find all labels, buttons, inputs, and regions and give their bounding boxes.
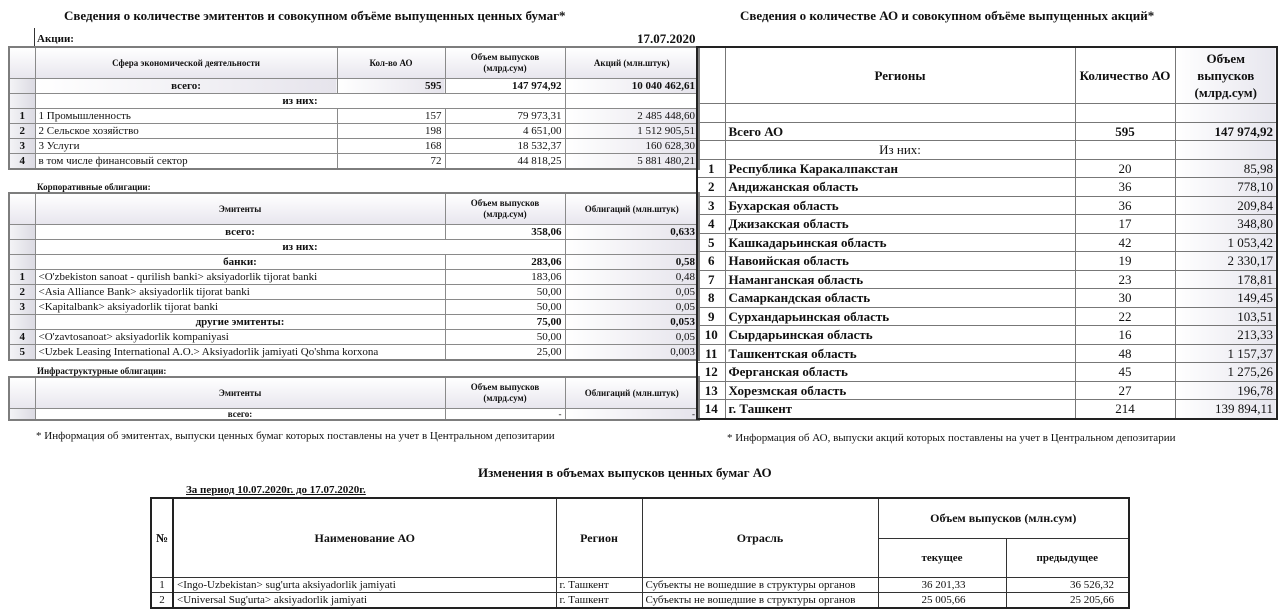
row-index bbox=[9, 240, 35, 255]
header-current: текущее bbox=[878, 538, 1006, 578]
index-header bbox=[9, 193, 35, 225]
header-volume: Объем выпусков (млрд.сум) bbox=[445, 377, 565, 409]
header-bonds: Облигаций (млн.штук) bbox=[565, 377, 699, 409]
row-index bbox=[9, 315, 35, 330]
header-issuers: Эмитенты bbox=[35, 377, 445, 409]
empty-cell bbox=[697, 104, 725, 123]
table-row bbox=[697, 381, 1277, 400]
header-industry: Отрасль bbox=[642, 498, 878, 578]
row-index: 2 bbox=[9, 285, 35, 300]
company-industry: Субъекты не вошедшие в структуры органов bbox=[642, 578, 878, 593]
region-count: 23 bbox=[1075, 270, 1175, 289]
issuer-bonds: 0,05 bbox=[565, 285, 699, 300]
table-row bbox=[697, 159, 1277, 178]
regions-total-row bbox=[697, 122, 1277, 141]
row-index: 14 bbox=[697, 400, 725, 419]
total-count: 595 bbox=[337, 79, 445, 94]
row-index: 5 bbox=[697, 233, 725, 252]
others-volume: 75,00 bbox=[445, 315, 565, 330]
sector-name: 3 Услуги bbox=[35, 139, 337, 154]
empty-cell bbox=[1175, 141, 1277, 160]
header-number: № bbox=[151, 498, 173, 578]
row-index: 2 bbox=[697, 178, 725, 197]
total-volume: 147 974,92 bbox=[1175, 122, 1277, 141]
row-index: 8 bbox=[697, 289, 725, 308]
shares-total-row bbox=[9, 79, 699, 94]
region-name: Андижанская область bbox=[725, 178, 1075, 197]
issuer-name: <O'zavtosanoat> aksiyadorlik kompaniyasi bbox=[35, 330, 445, 345]
row-index bbox=[9, 94, 35, 109]
row-index: 1 bbox=[9, 270, 35, 285]
changes-period: За период 10.07.2020г. до 17.07.2020г. bbox=[186, 484, 366, 496]
table-row bbox=[9, 270, 699, 285]
issuer-bonds: 0,05 bbox=[565, 300, 699, 315]
table-row bbox=[9, 124, 699, 139]
empty-cell bbox=[1075, 104, 1175, 123]
region-count: 19 bbox=[1075, 252, 1175, 271]
empty-cell bbox=[1175, 104, 1277, 123]
volume-previous: 25 205,66 bbox=[1006, 593, 1129, 609]
issuer-volume: 25,00 bbox=[445, 345, 565, 361]
total-bonds: 0,633 bbox=[565, 225, 699, 240]
left-footnote: * Информация об эмитентах, выпуски ценных бумаг которых поставлены на учет в Центральном депозитарии bbox=[36, 430, 555, 442]
sector-shares: 1 512 905,51 bbox=[565, 124, 699, 139]
right-report-title: Сведения о количестве АО и совокупном объёме выпущенных акций* bbox=[740, 8, 1155, 23]
others-bonds: 0,053 bbox=[565, 315, 699, 330]
company-name: <Ingo-Uzbekistan> sug'urta aksiyadorlik jamiyati bbox=[173, 578, 556, 593]
volume-previous: 36 526,32 bbox=[1006, 578, 1129, 593]
row-index: 5 bbox=[9, 345, 35, 361]
table-row bbox=[9, 154, 699, 170]
region-volume: 1 275,26 bbox=[1175, 363, 1277, 382]
issuer-volume: 50,00 bbox=[445, 300, 565, 315]
table-row bbox=[697, 215, 1277, 234]
region-volume: 85,98 bbox=[1175, 159, 1277, 178]
header-volume: Объем выпусков (млрд.сум) bbox=[445, 47, 565, 79]
volume-current: 36 201,33 bbox=[878, 578, 1006, 593]
region-name: Республика Каракалпакстан bbox=[725, 159, 1075, 178]
row-index: 3 bbox=[9, 139, 35, 154]
empty-cell bbox=[565, 240, 699, 255]
changes-header-row bbox=[151, 498, 1129, 538]
issuer-name: <O'zbekiston sanoat - qurilish banki> aksiyadorlik tijorat banki bbox=[35, 270, 445, 285]
region-name: Самаркандская область bbox=[725, 289, 1075, 308]
header-sector: Сфера экономической деятельности bbox=[35, 47, 337, 79]
region-name: Сырдарьинская область bbox=[725, 326, 1075, 345]
region-count: 36 bbox=[1075, 196, 1175, 215]
region-count: 17 bbox=[1075, 215, 1175, 234]
sector-shares: 5 881 480,21 bbox=[565, 154, 699, 170]
sector-count: 72 bbox=[337, 154, 445, 170]
infra-total-row bbox=[9, 409, 699, 421]
region-name: Ферганская область bbox=[725, 363, 1075, 382]
row-index: 13 bbox=[697, 381, 725, 400]
total-label: всего: bbox=[35, 79, 337, 94]
table-row bbox=[9, 330, 699, 345]
region-volume: 196,78 bbox=[1175, 381, 1277, 400]
region-volume: 778,10 bbox=[1175, 178, 1277, 197]
total-volume: - bbox=[445, 409, 565, 421]
region-volume: 149,45 bbox=[1175, 289, 1277, 308]
region-volume: 2 330,17 bbox=[1175, 252, 1277, 271]
bonds-header-row bbox=[9, 193, 699, 225]
company-name: <Universal Sug'urta> aksiyadorlik jamiyati bbox=[173, 593, 556, 609]
row-index: 3 bbox=[697, 196, 725, 215]
shares-header-row bbox=[9, 47, 699, 79]
table-row bbox=[697, 344, 1277, 363]
region-count: 20 bbox=[1075, 159, 1175, 178]
row-index bbox=[9, 409, 35, 421]
of-them-label: из них: bbox=[35, 94, 565, 109]
banks-volume: 283,06 bbox=[445, 255, 565, 270]
region-name: Навоийская область bbox=[725, 252, 1075, 271]
sector-volume: 44 818,25 bbox=[445, 154, 565, 170]
spacer-row bbox=[697, 104, 1277, 123]
total-label: всего: bbox=[35, 225, 445, 240]
table-row bbox=[697, 178, 1277, 197]
banks-label: банки: bbox=[35, 255, 445, 270]
right-footnote: * Информация об АО, выпуски акций которых поставлены на учет в Центральном депозитарии bbox=[727, 432, 1176, 444]
row-index: 1 bbox=[697, 159, 725, 178]
region-count: 214 bbox=[1075, 400, 1175, 419]
sector-name: в том числе финансовый сектор bbox=[35, 154, 337, 170]
header-volume: Объем выпусков (млрд.сум) bbox=[445, 193, 565, 225]
corporate-bonds-label: Корпоративные облигации: bbox=[37, 182, 151, 192]
empty-cell bbox=[565, 94, 699, 109]
row-index: 1 bbox=[9, 109, 35, 124]
total-count: 595 bbox=[1075, 122, 1175, 141]
row-index: 2 bbox=[151, 593, 173, 609]
row-index: 9 bbox=[697, 307, 725, 326]
table-row bbox=[9, 109, 699, 124]
row-index: 1 bbox=[151, 578, 173, 593]
row-index bbox=[697, 122, 725, 141]
of-them-row bbox=[9, 94, 699, 109]
region-volume: 178,81 bbox=[1175, 270, 1277, 289]
total-volume: 358,06 bbox=[445, 225, 565, 240]
header-shares: Акций (млн.штук) bbox=[565, 47, 699, 79]
row-index bbox=[9, 79, 35, 94]
table-row bbox=[9, 285, 699, 300]
of-them-row bbox=[9, 240, 699, 255]
bonds-total-row bbox=[9, 225, 699, 240]
shares-table bbox=[8, 46, 700, 170]
row-index: 2 bbox=[9, 124, 35, 139]
infra-header-row bbox=[9, 377, 699, 409]
total-bonds: - bbox=[565, 409, 699, 421]
company-region: г. Ташкент bbox=[556, 578, 642, 593]
infra-bonds-table bbox=[8, 376, 700, 421]
issuer-bonds: 0,48 bbox=[565, 270, 699, 285]
issuer-bonds: 0,003 bbox=[565, 345, 699, 361]
issuer-volume: 183,06 bbox=[445, 270, 565, 285]
regions-body bbox=[697, 159, 1277, 419]
region-count: 42 bbox=[1075, 233, 1175, 252]
banks-subtotal-row bbox=[9, 255, 699, 270]
index-header bbox=[697, 47, 725, 104]
region-name: Хорезмская область bbox=[725, 381, 1075, 400]
header-bonds: Облигаций (млн.штук) bbox=[565, 193, 699, 225]
row-index: 4 bbox=[9, 154, 35, 170]
table-row bbox=[697, 196, 1277, 215]
divider bbox=[34, 28, 35, 48]
issuer-volume: 50,00 bbox=[445, 330, 565, 345]
total-shares: 10 040 462,61 bbox=[565, 79, 699, 94]
region-name: Кашкадарьинская область bbox=[725, 233, 1075, 252]
sector-count: 198 bbox=[337, 124, 445, 139]
region-name: Джизакская область bbox=[725, 215, 1075, 234]
row-index: 6 bbox=[697, 252, 725, 271]
header-regions: Регионы bbox=[725, 47, 1075, 104]
report-date: 17.07.2020 bbox=[637, 31, 696, 46]
shares-section-label: Акции: bbox=[37, 33, 74, 45]
row-index: 7 bbox=[697, 270, 725, 289]
table-row bbox=[9, 345, 699, 361]
header-count: Кол-во АО bbox=[337, 47, 445, 79]
left-report-title: Сведения о количестве эмитентов и совокупном объёме выпущенных ценных бумаг* bbox=[64, 8, 566, 23]
sector-count: 168 bbox=[337, 139, 445, 154]
row-index: 10 bbox=[697, 326, 725, 345]
sector-volume: 79 973,31 bbox=[445, 109, 565, 124]
region-volume: 1 157,37 bbox=[1175, 344, 1277, 363]
region-count: 36 bbox=[1075, 178, 1175, 197]
row-index: 12 bbox=[697, 363, 725, 382]
row-index: 3 bbox=[9, 300, 35, 315]
regions-header-row bbox=[697, 47, 1277, 104]
table-row bbox=[151, 593, 1129, 609]
sector-count: 157 bbox=[337, 109, 445, 124]
header-name: Наименование АО bbox=[173, 498, 556, 578]
issuer-name: <Kapitalbank> aksiyadorlik tijorat banki bbox=[35, 300, 445, 315]
total-label: всего: bbox=[35, 409, 445, 421]
others-subtotal-row bbox=[9, 315, 699, 330]
region-name: Ташкентская область bbox=[725, 344, 1075, 363]
row-index bbox=[9, 255, 35, 270]
of-them-label: из них: bbox=[35, 240, 565, 255]
empty-cell bbox=[725, 104, 1075, 123]
sector-shares: 160 628,30 bbox=[565, 139, 699, 154]
region-name: г. Ташкент bbox=[725, 400, 1075, 419]
index-header bbox=[9, 377, 35, 409]
table-row bbox=[9, 139, 699, 154]
region-volume: 213,33 bbox=[1175, 326, 1277, 345]
banks-bonds: 0,58 bbox=[565, 255, 699, 270]
issuer-name: <Uzbek Leasing International A.O.> Aksiyadorlik jamiyati Qo'shma korxona bbox=[35, 345, 445, 361]
table-row bbox=[697, 307, 1277, 326]
row-index: 4 bbox=[697, 215, 725, 234]
header-region: Регион bbox=[556, 498, 642, 578]
sector-volume: 18 532,37 bbox=[445, 139, 565, 154]
company-region: г. Ташкент bbox=[556, 593, 642, 609]
others-label: другие эмитенты: bbox=[35, 315, 445, 330]
infra-bonds-label: Инфраструктурные облигации: bbox=[37, 366, 167, 376]
table-row bbox=[697, 363, 1277, 382]
regions-table bbox=[696, 46, 1278, 420]
table-row bbox=[697, 233, 1277, 252]
region-volume: 1 053,42 bbox=[1175, 233, 1277, 252]
region-count: 30 bbox=[1075, 289, 1175, 308]
volume-current: 25 005,66 bbox=[878, 593, 1006, 609]
of-them-row bbox=[697, 141, 1277, 160]
sector-name: 2 Сельское хозяйство bbox=[35, 124, 337, 139]
header-previous: предыдущее bbox=[1006, 538, 1129, 578]
sector-name: 1 Промышленность bbox=[35, 109, 337, 124]
header-volume-group: Объем выпусков (млн.сум) bbox=[878, 498, 1129, 538]
region-volume: 139 894,11 bbox=[1175, 400, 1277, 419]
changes-title: Изменения в объемах выпусков ценных бумаг АО bbox=[478, 465, 772, 480]
table-row bbox=[151, 578, 1129, 593]
table-row bbox=[697, 252, 1277, 271]
region-volume: 103,51 bbox=[1175, 307, 1277, 326]
region-volume: 348,80 bbox=[1175, 215, 1277, 234]
row-index bbox=[697, 141, 725, 160]
issuer-volume: 50,00 bbox=[445, 285, 565, 300]
row-index: 11 bbox=[697, 344, 725, 363]
row-index: 4 bbox=[9, 330, 35, 345]
header-count: Количество АО bbox=[1075, 47, 1175, 104]
region-name: Сурхандарьинская область bbox=[725, 307, 1075, 326]
issuer-name: <Asia Alliance Bank> aksiyadorlik tijorat banki bbox=[35, 285, 445, 300]
table-row bbox=[697, 400, 1277, 419]
company-industry: Субъекты не вошедшие в структуры органов bbox=[642, 593, 878, 609]
row-index bbox=[9, 225, 35, 240]
region-name: Бухарская область bbox=[725, 196, 1075, 215]
total-volume: 147 974,92 bbox=[445, 79, 565, 94]
empty-cell bbox=[1075, 141, 1175, 160]
header-volume: Объем выпусков (млрд.сум) bbox=[1175, 47, 1277, 104]
table-row bbox=[9, 300, 699, 315]
sector-shares: 2 485 448,60 bbox=[565, 109, 699, 124]
table-row bbox=[697, 289, 1277, 308]
table-row bbox=[697, 270, 1277, 289]
issuer-bonds: 0,05 bbox=[565, 330, 699, 345]
of-them-label: Из них: bbox=[725, 141, 1075, 160]
header-issuers: Эмитенты bbox=[35, 193, 445, 225]
index-header bbox=[9, 47, 35, 79]
table-row bbox=[697, 326, 1277, 345]
region-count: 48 bbox=[1075, 344, 1175, 363]
region-count: 27 bbox=[1075, 381, 1175, 400]
region-count: 45 bbox=[1075, 363, 1175, 382]
total-label: Всего АО bbox=[725, 122, 1075, 141]
region-count: 22 bbox=[1075, 307, 1175, 326]
changes-table bbox=[150, 497, 1130, 609]
region-name: Наманганская область bbox=[725, 270, 1075, 289]
corporate-bonds-table bbox=[8, 192, 700, 361]
region-count: 16 bbox=[1075, 326, 1175, 345]
region-volume: 209,84 bbox=[1175, 196, 1277, 215]
sector-volume: 4 651,00 bbox=[445, 124, 565, 139]
